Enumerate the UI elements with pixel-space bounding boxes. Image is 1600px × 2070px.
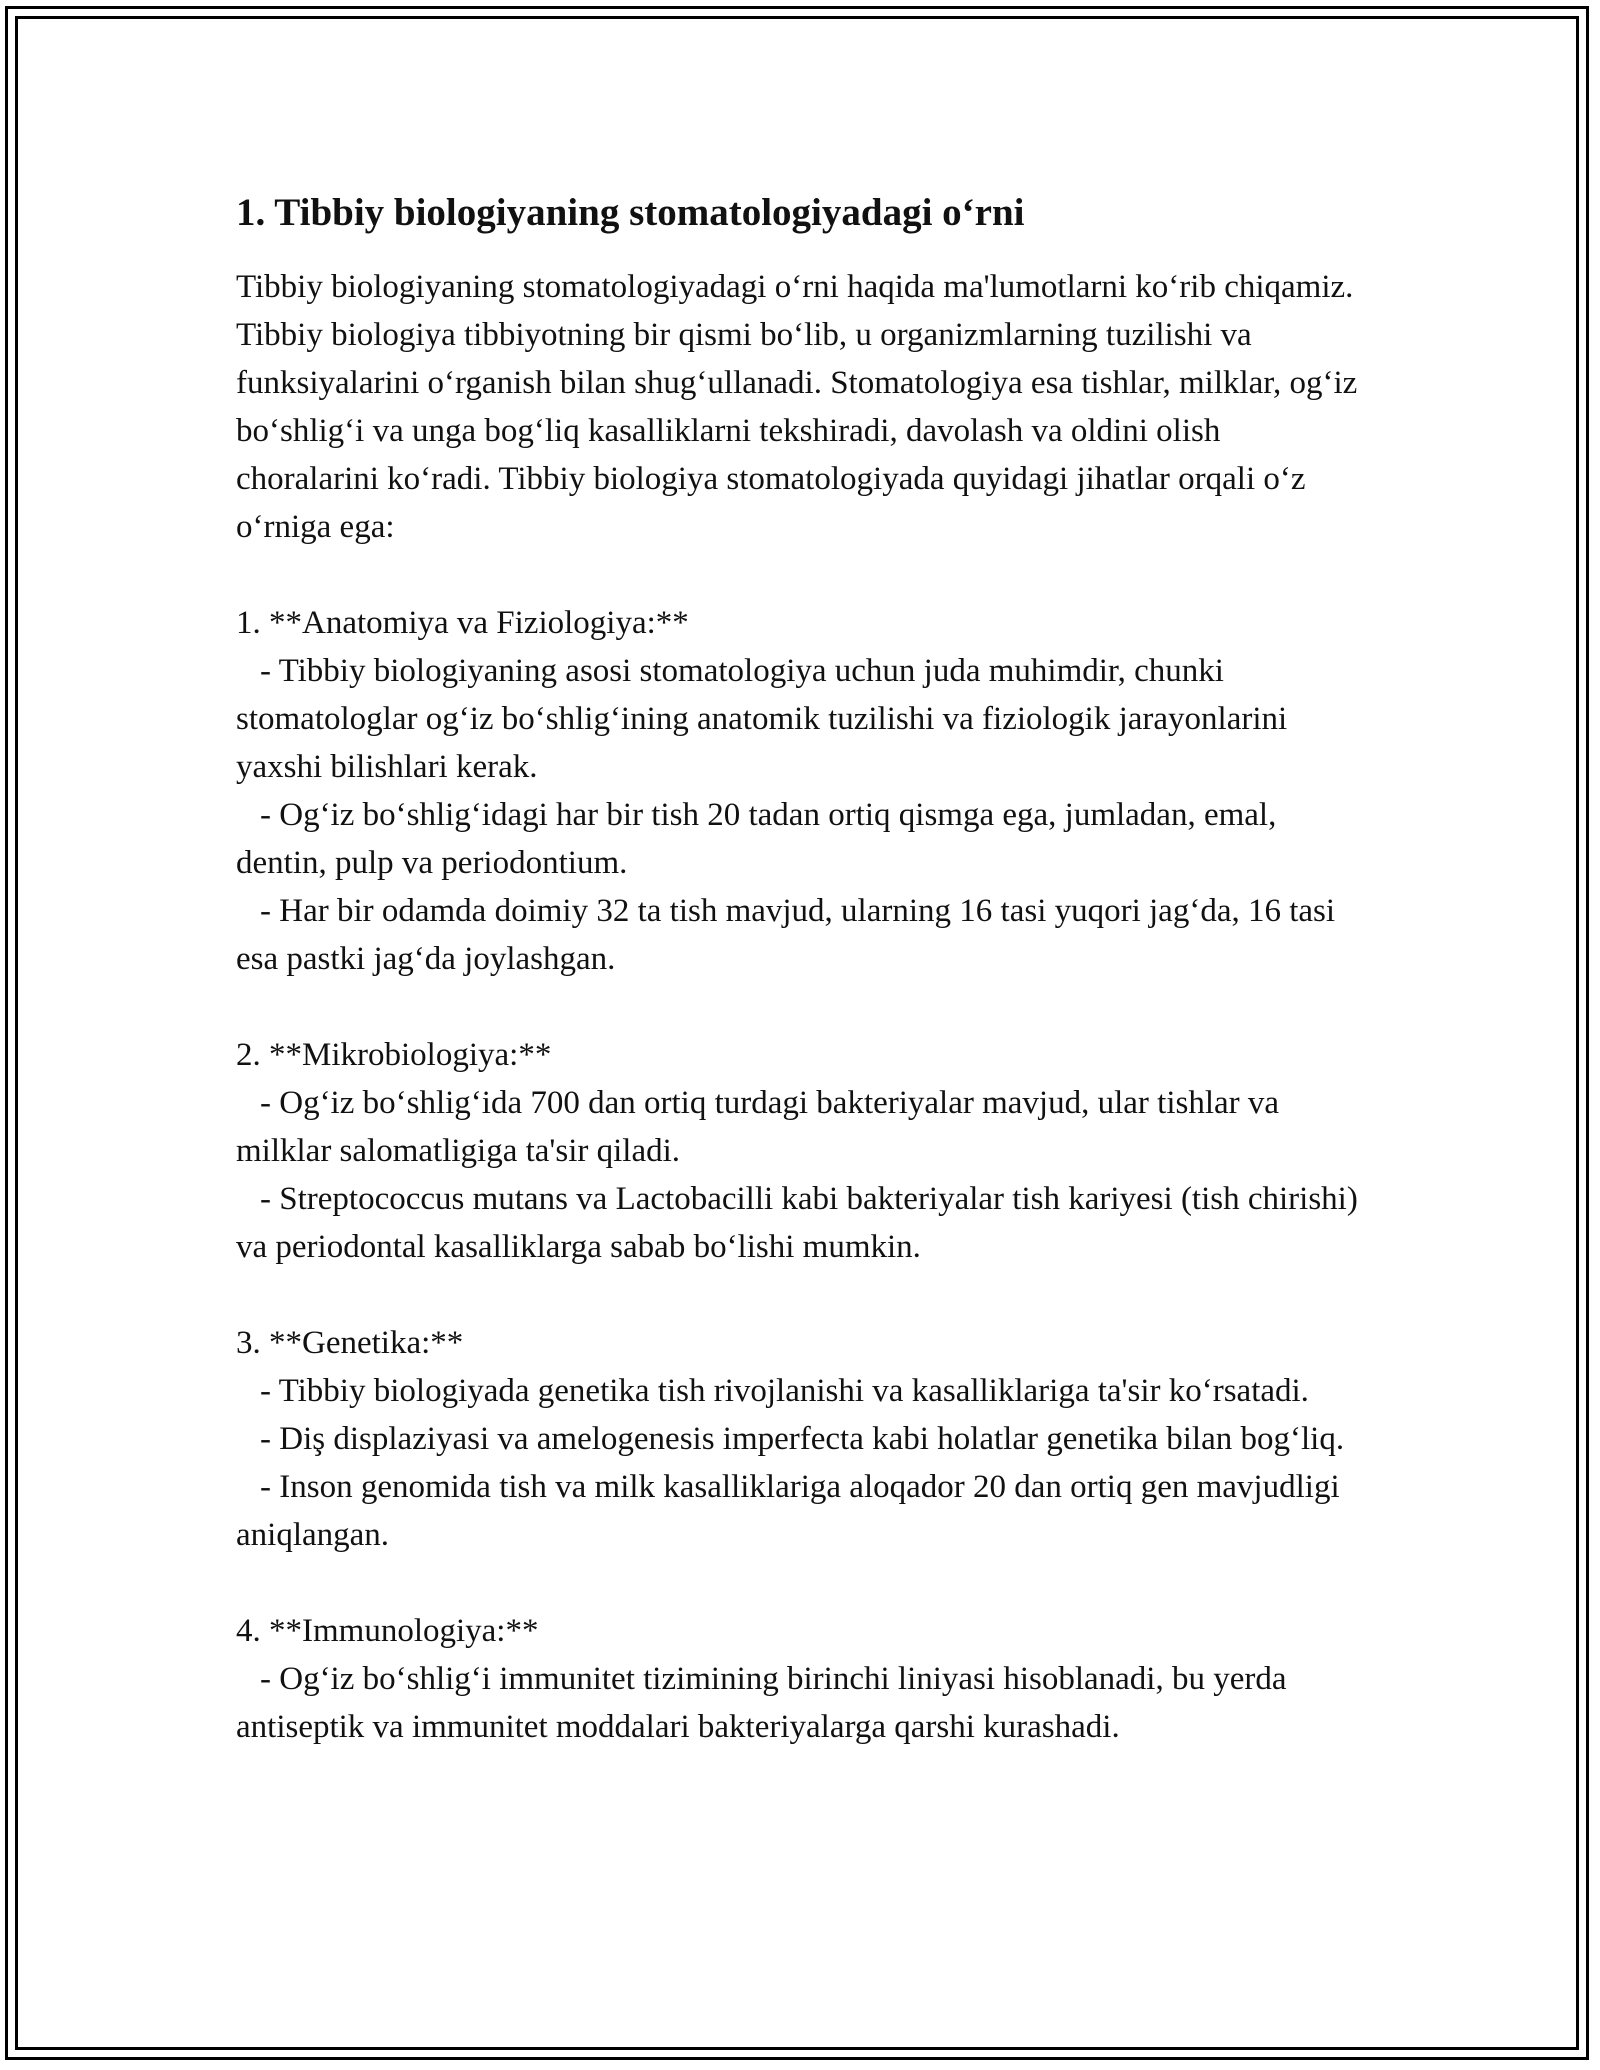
bullet-item: - Diş displaziyasi va amelogenesis imperfecta kabi holatlar genetika bilan bog‘liq. [260,1421,1345,1457]
section-genetics [236,1319,1366,1559]
bullet-item: - Inson genomida tish va milk kasalliklariga aloqador 20 dan ortiq gen mavjudligi aniqlangan. [236,1469,1340,1553]
bullet-item: - Tibbiy biologiyada genetika tish rivojlanishi va kasalliklariga ta'sir ko‘rsatadi. [260,1373,1309,1409]
section-heading: 2. **Mikrobiologiya:** [236,1037,552,1073]
document-title: 1. Tibbiy biologiyaning stomatologiyadagi o‘rni [236,191,1025,234]
bullet-item: - Har bir odamda doimiy 32 ta tish mavjud, ularning 16 tasi yuqori jag‘da, 16 tasi esa pastki jag‘da joylashgan. [236,893,1336,977]
bullet-item: - Tibbiy biologiyaning asosi stomatologiya uchun juda muhimdir, chunki stomatologlar og‘iz bo‘shlig‘ining anatomik tuzilishi va fiziologik jarayonlarini yaxshi bilishlari kerak. [236,653,1288,785]
section-heading: 3. **Genetika:** [236,1325,464,1361]
section-heading: 4. **Immunologiya:** [236,1613,539,1649]
bullet-item: - Streptococcus mutans va Lactobacilli kabi bakteriyalar tish kariyesi (tish chirishi) va periodontal kasalliklarga sabab bo‘lishi mumkin. [236,1181,1358,1265]
section-immunology [236,1607,1366,1751]
document-body [236,185,1366,1799]
section-microbiology [236,1031,1366,1271]
intro-paragraph: Tibbiy biologiyaning stomatologiyadagi o‘rni haqida ma'lumotlarni ko‘rib chiqamiz. Tibbiy biologiya tibbiyotning bir qismi bo‘lib, u organizmlarning tuzilishi va funksiyalarini o‘rganish bilan shug‘ullanadi. Stomatologiya esa tishlar, milklar, og‘iz bo‘shlig‘i va unga bog‘liq kasalliklarni tekshiradi, davolash va oldini olish choralarini ko‘radi. Tibbiy biologiya stomatologiyada quyidagi jihatlar orqali o‘z o‘rniga ega: [236,269,1358,545]
section-heading: 1. **Anatomiya va Fiziologiya:** [236,605,689,641]
bullet-item: - Og‘iz bo‘shlig‘i immunitet tizimining birinchi liniyasi hisoblanadi, bu yerda antiseptik va immunitet moddalari bakteriyalarga qarshi kurashadi. [236,1661,1287,1745]
section-anatomy [236,599,1366,983]
bullet-item: - Og‘iz bo‘shlig‘ida 700 dan ortiq turdagi bakteriyalar mavjud, ular tishlar va milklar salomatligiga ta'sir qiladi. [236,1085,1280,1169]
bullet-item: - Og‘iz bo‘shlig‘idagi har bir tish 20 tadan ortiq qismga ega, jumladan, emal, dentin, pulp va periodontium. [236,797,1277,881]
